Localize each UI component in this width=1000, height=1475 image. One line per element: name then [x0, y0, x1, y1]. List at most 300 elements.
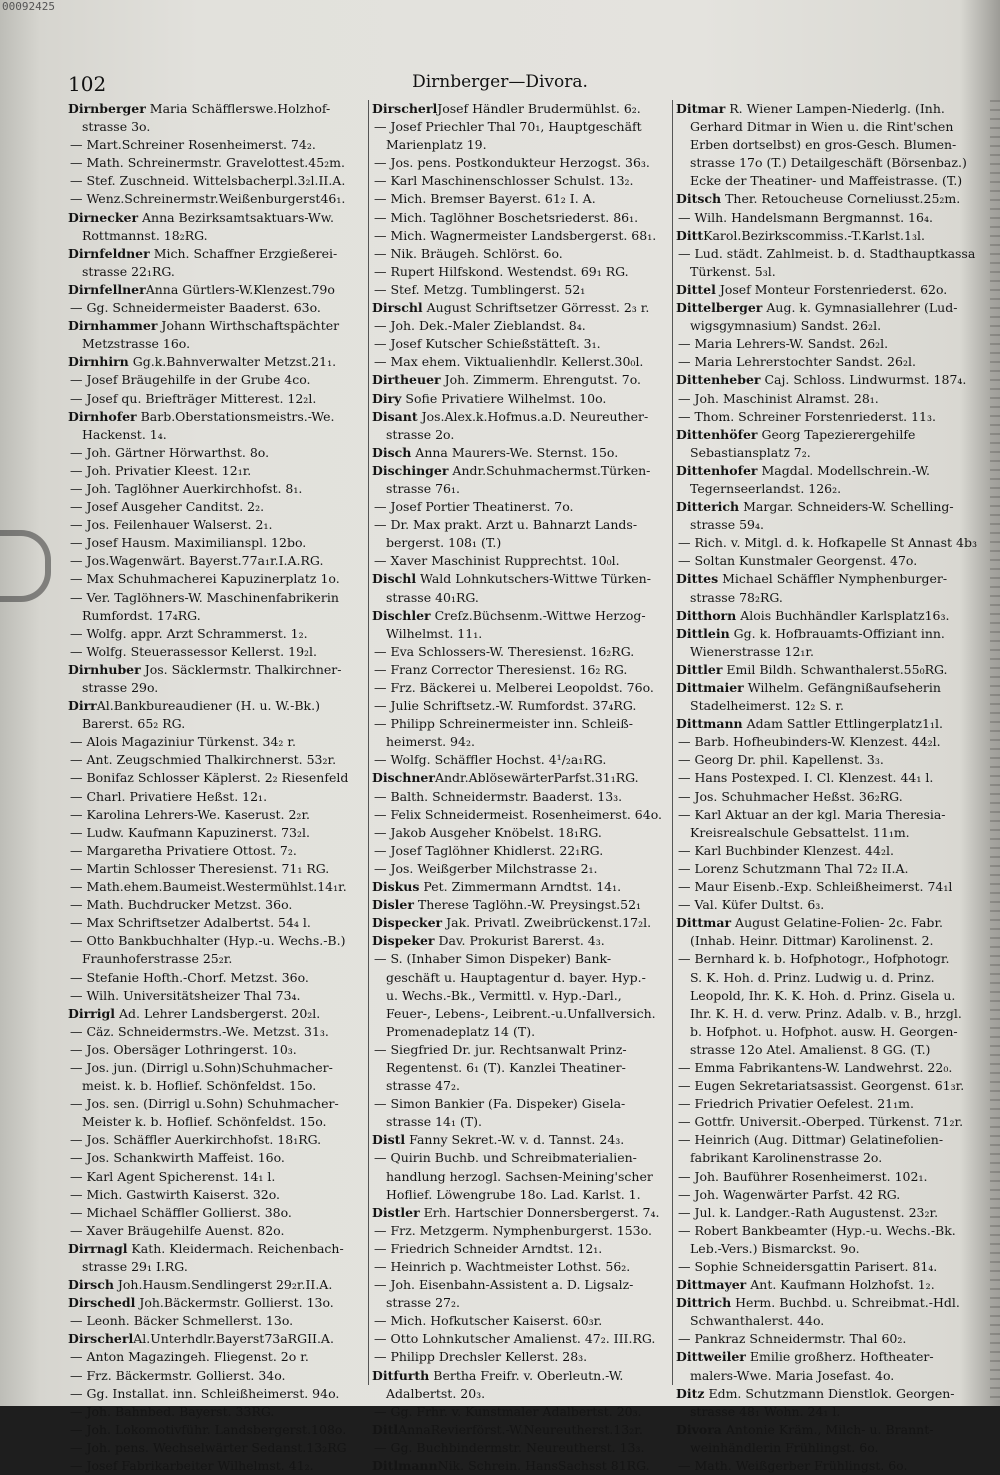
directory-entry-line: — Val. Küfer Dultst. 6₃. [678, 897, 825, 913]
entry-details: Wilhelm. Gefängnißaufseherin [743, 680, 941, 695]
directory-entry-line: Hoflief. Löwengrube 18o. Lad. Karlst. 1. [386, 1186, 641, 1202]
column-rule [368, 100, 369, 1385]
directory-entry-line: — Josef qu. Briefträger Mitterest. 12₂l. [70, 390, 317, 406]
directory-entry-head [68, 1276, 368, 1294]
directory-entry-head [68, 661, 368, 679]
directory-entry-line: — Friedrich Privatier Oefelest. 21₁m. [678, 1096, 914, 1112]
directory-entry-line: (Inhab. Heinr. Dittmar) Karolinenst. 2. [690, 933, 934, 949]
directory-entry-line: Kreisrealschule Gebsattelst. 11₁m. [690, 824, 910, 840]
entry-surname: Ditfurth [372, 1367, 430, 1383]
directory-entry-line: — Felix Schneidermeist. Rosenheimerst. 64o. [374, 806, 662, 822]
directory-entry-line: — Stef. Metzg. Tumblingerst. 52₁ [374, 281, 586, 297]
directory-entry-line: Leopold, Ihr. K. K. Hoh. d. Prinz. Gisela u. [690, 987, 956, 1003]
directory-entry-line: — Thom. Schreiner Forstenriederst. 11₃. [678, 408, 936, 424]
directory-entry-line: — Josef Taglöhner Khidlerst. 22₁RG. [374, 842, 604, 858]
directory-entry-line: — Jos. Schuhmacher Heßst. 36₂RG. [678, 788, 903, 804]
directory-entry-line: Adalbertst. 20₃. [386, 1385, 486, 1401]
directory-entry-head [68, 1005, 368, 1023]
directory-entry-line: Erben dortselbst) en gros-Gesch. Blumen- [690, 137, 957, 153]
entry-surname: Dirnecker [68, 209, 139, 225]
directory-entry-line: — Wilh. Handelsmann Bergmannst. 16₄. [678, 209, 933, 225]
directory-entry-head [676, 1276, 972, 1294]
directory-entry-head [68, 245, 368, 263]
directory-entry-line: — Leonh. Bäcker Schmellerst. 13o. [70, 1313, 294, 1329]
directory-entry-line: — Xaver Maschinist Rupprechtst. 10₀l. [374, 553, 620, 569]
entry-surname: Dirschedl [68, 1295, 136, 1311]
directory-entry-head [68, 209, 368, 227]
entry-details: Maria Schäfflerswe.Holzhof- [145, 101, 331, 116]
page-number: 102 [68, 72, 107, 96]
directory-entry-line: Rumfordst. 17₄RG. [82, 607, 201, 623]
entry-details: Anna Gürtlers-W.Klenzest.79o [145, 281, 335, 297]
entry-details: Joh.Hausm.Sendlingerst 29₂r.II.A. [113, 1277, 333, 1293]
directory-entry-head [676, 679, 972, 697]
directory-entry-line: — Rich. v. Mitgl. d. k. Hofkapelle St Annast 4b₃ [678, 535, 978, 551]
entry-details: Andr.AblösewärterParfst.31₁RG. [434, 770, 639, 786]
directory-entry-line: — Gg. Frhr. v. Kunstmaler Adalbertst. 20₃. [374, 1403, 642, 1419]
directory-entry-line: — S. (Inhaber Simon Dispeker) Bank- [374, 951, 612, 967]
entry-surname: Dischner [372, 770, 435, 786]
entry-surname: Dittelberger [676, 300, 763, 316]
entry-details: Anna Bezirksamtsaktuars-Ww. [138, 209, 334, 225]
directory-entry-head [676, 281, 972, 299]
entry-details: Magdal. Modellschrein.-W. [757, 462, 930, 478]
directory-entry-line: strasse 48₁ Wohn. 24₁ l. [690, 1403, 841, 1419]
directory-entry-line: — Ant. Zeugschmied Thalkirchnerst. 53₂r. [70, 752, 337, 768]
directory-entry-head [68, 1240, 368, 1258]
directory-entry-head [676, 1294, 972, 1312]
entry-surname: Distler [372, 1204, 420, 1220]
directory-entry-line: Gerhard Ditmar in Wien u. die Rint'schen [690, 119, 954, 135]
entry-surname: Dirscherl [372, 101, 438, 116]
directory-entry-line: Leb.-Vers.) Bismarckst. 9o. [690, 1240, 860, 1256]
directory-entry-line: — Maur Eisenb.-Exp. Schleißheimerst. 74₁l [678, 879, 953, 895]
entry-surname: Dirscherl [68, 1331, 134, 1347]
directory-entry-line: — Josef Fabrikarbeiter Wilhelmst. 41₂. [70, 1458, 314, 1474]
directory-entry-head [372, 1367, 672, 1385]
entry-details: Johann Wirthschaftspächter [157, 318, 340, 334]
directory-entry-line: — Josef Portier Theatinerst. 7o. [374, 499, 574, 515]
entry-details: Alois Buchhändler Karlsplatz16₃. [736, 607, 950, 623]
entry-details: Georg Tapezierergehilfe [757, 426, 916, 442]
directory-entry-head [68, 697, 368, 715]
directory-entry-line: — Maria Lehrers-W. Sandst. 26₂l. [678, 336, 889, 352]
entry-surname: Divora [676, 1421, 722, 1437]
directory-entry-head [676, 625, 972, 643]
directory-entry-head [676, 190, 972, 208]
directory-entry-line: — Ludw. Kaufmann Kapuzinerst. 73₂l. [70, 824, 310, 840]
directory-entry-line: — Lud. städt. Zahlmeist. b. d. Stadthauptkassa [678, 245, 976, 261]
directory-entry-line: — Gg. Installat. inn. Schleißheimerst. 94o. [70, 1385, 340, 1401]
directory-entry-line: — Mich. Taglöhner Boschetsriederst. 86₁. [374, 209, 639, 225]
entry-surname: Dirnberger [68, 101, 146, 116]
directory-entry-line: — Simon Bankier (Fa. Dispeker) Gisela- [374, 1096, 626, 1112]
directory-entry-line: — Wolfg. appr. Arzt Schrammerst. 1₂. [70, 625, 308, 641]
directory-entry-line: Feuer-, Lebens-, Leibrent.-u.Unfallversich. [386, 1005, 656, 1021]
entry-details: Kath. Kleidermach. Reichenbach- [127, 1240, 344, 1256]
entry-details: R. Wiener Lampen-Niederlg. (Inh. [725, 101, 945, 116]
entry-details: Al.Bankbureaudiener (H. u. W.-Bk.) [96, 698, 320, 714]
directory-entry-line: — Max Schriftsetzer Adalbertst. 54₄ l. [70, 915, 311, 931]
directory-entry-line: — Gg. Schneidermeister Baaderst. 63o. [70, 300, 321, 316]
entry-details: Adam Sattler Ettlingerplatz1₁l. [742, 716, 943, 732]
directory-entry-line: — Michael Schäffler Gollierst. 38o. [70, 1204, 292, 1220]
directory-entry-line: — Josef Ausgeher Canditst. 2₂. [70, 499, 265, 515]
directory-entry-line: — Jos. Weißgerber Milchstrasse 2₁. [374, 860, 598, 876]
entry-surname: Dittweiler [676, 1349, 746, 1365]
directory-entry-line: Barerst. 65₂ RG. [82, 716, 186, 732]
directory-entry-line: — Hans Postexped. I. Cl. Klenzest. 44₁ l. [678, 770, 934, 786]
entry-surname: Dirr [68, 698, 97, 714]
directory-entry-head [372, 444, 672, 462]
directory-entry-line: — Jos. Obersäger Lothringerst. 10₃. [70, 1041, 297, 1057]
entry-details: Andr.Schuhmachermst.Türken- [448, 462, 651, 478]
directory-entry-line: Schwanthalerst. 44o. [690, 1313, 825, 1329]
directory-entry-head [372, 1457, 672, 1475]
directory-entry-line: — Frz. Bäckerei u. Melberei Leopoldst. 76o. [374, 680, 654, 695]
directory-entry-head [372, 1421, 672, 1439]
entry-details: Margar. Schneiders-W. Schelling- [739, 499, 954, 515]
directory-entry-line: strasse 29₁ I.RG. [82, 1259, 188, 1274]
directory-entry-line: — Quirin Buchb. und Schreibmaterialien- [374, 1150, 637, 1166]
directory-entry-line: — Jos. jun. (Dirrigl u.Sohn)Schuhmacher- [70, 1059, 333, 1075]
directory-entry-line: — Joh. Taglöhner Auerkirchhofst. 8₁. [70, 480, 303, 496]
entry-details: Gg. k. Hofbrauamts-Offiziant inn. [729, 625, 945, 641]
directory-entry-line: — Joh. Dek.-Maler Zieblandst. 8₄. [374, 318, 586, 334]
directory-entry-line: — Wolfg. Schäffler Hochst. 4¹/₂a₁RG. [374, 752, 607, 768]
directory-entry-line: bergerst. 108₁ (T.) [386, 535, 502, 551]
entry-surname: Dispecker [372, 915, 443, 931]
directory-entry-line: — Max ehem. Viktualienhdlr. Kellerst.30₀l. [374, 354, 644, 370]
directory-column-2 [372, 100, 672, 1474]
directory-entry-head [372, 100, 672, 118]
directory-entry-line: strasse 59₄. [690, 517, 764, 533]
directory-entry-line: wigsgymnasium) Sandst. 26₂l. [690, 318, 882, 334]
directory-entry-line: — Jul. k. Landger.-Rath Augustenst. 23₂r. [678, 1204, 939, 1220]
directory-entry-line: — Philipp Schreinermeister inn. Schleiß- [374, 716, 633, 732]
directory-entry-head [676, 914, 972, 932]
entry-surname: Dittenheber [676, 372, 761, 388]
entry-details: Jos. Säcklermstr. Thalkirchner- [140, 661, 342, 677]
entry-details: Jos.Alex.k.Hofmus.a.D. Neureuther- [417, 408, 649, 424]
directory-entry-head [68, 100, 368, 118]
entry-surname: Dispeker [372, 933, 435, 949]
directory-entry-line: — Maria Lehrerstochter Sandst. 26₂l. [678, 354, 916, 370]
directory-entry-line: — Soltan Kunstmaler Georgenst. 47o. [678, 553, 918, 569]
entry-details: Edm. Schutzmann Dienstlok. Georgen- [704, 1385, 955, 1401]
directory-entry-head [676, 371, 972, 389]
directory-entry-line: — Wenz.Schreinermstr.Weißenburgerst46₁. [70, 191, 346, 207]
directory-entry-head [372, 462, 672, 480]
directory-entry-head [676, 100, 972, 118]
entry-surname: Diskus [372, 879, 420, 895]
directory-entry-line: — Karl Buchbinder Klenzest. 44₂l. [678, 842, 894, 858]
directory-entry-line: — Karolina Lehrers-We. Kaserust. 2₂r. [70, 806, 311, 822]
binder-clip [0, 530, 51, 602]
entry-surname: Dittmann [676, 716, 743, 732]
directory-entry-line: strasse 2o. [386, 426, 455, 442]
entry-details: Jak. Privatl. Zweibrückenst.17₂l. [442, 915, 652, 931]
directory-entry-line: — Karl Aktuar an der kgl. Maria Theresia- [678, 806, 946, 822]
directory-entry-line: weinhändlerin Frühlingst. 6o. [690, 1439, 879, 1455]
directory-entry-line: — Heinrich p. Wachtmeister Lothst. 56₂. [374, 1259, 631, 1274]
directory-entry-line: Sebastiansplatz 7₂. [690, 444, 811, 460]
entry-details: Nik. Schrein. HansSachsst 81RG. [437, 1458, 650, 1474]
entry-surname: Dirnfeldner [68, 245, 150, 261]
entry-details: Wald Lohnkutschers-Wittwe Türken- [416, 571, 651, 587]
directory-entry-line: heimerst. 94₂. [386, 734, 475, 750]
directory-entry-head [372, 769, 672, 787]
directory-entry-head [372, 914, 672, 932]
directory-entry-head [676, 299, 972, 317]
directory-entry-line: — Wilh. Universitätsheizer Thal 73₄. [70, 987, 301, 1003]
directory-entry-line: handlung herzogl. Sachsen-Meining'scher [386, 1168, 653, 1184]
directory-entry-line: strasse 14₁ (T). [386, 1114, 483, 1130]
directory-entry-line: — Jos. sen. (Dirrigl u.Sohn) Schuhmacher- [70, 1096, 339, 1112]
entry-surname: Dirrigl [68, 1005, 115, 1021]
directory-entry-head [676, 426, 972, 444]
directory-entry-line: — Mich. Hofkutscher Kaiserst. 60₃r. [374, 1313, 603, 1329]
directory-entry-line: Regentenst. 6₁ (T). Kanzlei Theatiner- [386, 1059, 626, 1075]
directory-entry-line: — Math. Weißgerber Frühlingst. 6o. [678, 1458, 908, 1474]
directory-entry-line: — Karl Maschinenschlosser Schulst. 13₂. [374, 173, 634, 189]
directory-entry-line: strasse 29o. [82, 680, 159, 695]
entry-surname: Dirnhuber [68, 661, 141, 677]
directory-entry-line: — Heinrich (Aug. Dittmar) Gelatinefolien- [678, 1132, 944, 1148]
directory-entry-line: strasse 12o Atel. Amalienst. 8 GG. (T.) [690, 1041, 931, 1057]
directory-entry-line: — Gg. Buchbindermstr. Neureutherst. 13₃. [374, 1439, 645, 1455]
directory-entry-line: — Lorenz Schutzmann Thal 72₂ II.A. [678, 860, 909, 876]
entry-surname: Ditsch [676, 191, 722, 207]
entry-surname: Disler [372, 897, 414, 913]
directory-entry-head [372, 299, 672, 317]
directory-entry-head [68, 317, 368, 335]
entry-surname: Dittlein [676, 625, 730, 641]
directory-entry-line: strasse 40₁RG. [386, 589, 479, 605]
entry-surname: Ditz [676, 1385, 705, 1401]
directory-entry-line: — Mich. Bremser Bayerst. 61₂ I. A. [374, 191, 596, 207]
directory-entry-line: — Friedrich Schneider Arndtst. 12₁. [374, 1240, 603, 1256]
directory-entry-line: — Joh. Eisenbahn-Assistent a. D. Ligsalz- [374, 1277, 634, 1293]
directory-entry-line: — Josef Hausm. Maximilianspl. 12bo. [70, 535, 307, 551]
directory-entry-line: malers-Wwe. Maria Josefast. 4o. [690, 1367, 895, 1383]
entry-details: Emilie großherz. Hoftheater- [745, 1349, 934, 1365]
directory-entry-line: Metzstrasse 16o. [82, 336, 191, 352]
directory-entry-head [676, 462, 972, 480]
directory-entry-line: Wilhelmst. 11₁. [386, 625, 483, 641]
entry-details: Mich. Schaffner Erzgießerei- [149, 245, 338, 261]
directory-entry-head [372, 932, 672, 950]
entry-details: AnnaRevierförst.-W.Neureutherst.13₂r. [398, 1421, 643, 1437]
directory-entry-line: — Josef Priechler Thal 70₁, Hauptgeschäft [374, 119, 642, 135]
directory-entry-line: — Joh. Lokomotivführ. Landsbergerst.108o. [70, 1421, 347, 1437]
directory-entry-head [676, 1385, 972, 1403]
directory-entry-line: b. Hofphot. u. Hofphot. ausw. H. Georgen- [690, 1023, 958, 1039]
directory-entry-line: — Max Schuhmacherei Kapuzinerplatz 1o. [70, 571, 340, 587]
entry-details: Gg.k.Bahnverwalter Metzst.21₁. [128, 354, 337, 370]
directory-entry-line: — Frz. Bäckermstr. Gollierst. 34o. [70, 1367, 286, 1383]
directory-entry-line: u. Wechs.-Bk., Vermittl. v. Hyp.-Darl., [386, 987, 622, 1003]
entry-surname: Ditt [676, 227, 704, 243]
directory-entry-line: — Math. Schreinermstr. Gravelottest.45₂m. [70, 155, 345, 171]
entry-surname: Dittenhöfer [676, 426, 758, 442]
directory-entry-line: — Xaver Bräugehilfe Auenst. 82o. [70, 1222, 285, 1238]
entry-details: Erh. Hartschier Donnersbergerst. 7₄. [419, 1204, 660, 1220]
directory-entry-line: — Otto Bankbuchhalter (Hyp.-u. Wechs.-B.) [70, 933, 346, 949]
directory-entry-line: — Robert Bankbeamter (Hyp.-u. Wechs.-Bk. [678, 1222, 956, 1238]
entry-surname: Dirsch [68, 1277, 114, 1293]
entry-surname: Dischinger [372, 462, 449, 478]
directory-entry-line: Fraunhoferstrasse 25₂r. [82, 951, 233, 967]
directory-entry-line: — Eugen Sekretariatsassist. Georgenst. 61₃r. [678, 1078, 965, 1094]
entry-details: Caj. Schloss. Lindwurmst. 187₄. [760, 372, 967, 388]
directory-entry-line: — Dr. Max prakt. Arzt u. Bahnarzt Lands- [374, 517, 638, 533]
directory-entry-line: — Mich. Gastwirth Kaiserst. 32o. [70, 1186, 281, 1202]
entry-details: Emil Bildh. Schwanthalerst.55₀RG. [722, 661, 948, 677]
scan-corner-mark: 00092425 [2, 0, 55, 13]
directory-entry-head [372, 408, 672, 426]
directory-entry-head [68, 353, 368, 371]
directory-column-1 [68, 100, 368, 1474]
directory-entry-line: — Nik. Bräugeh. Schlörst. 6o. [374, 245, 563, 261]
directory-entry-line: — Joh. Bahnbed. Bayerst. 33RG. [70, 1403, 275, 1419]
directory-entry-line: Marienplatz 19. [386, 137, 487, 153]
entry-surname: Distl [372, 1132, 406, 1148]
directory-entry-line: — Gottfr. Universit.-Oberped. Türkenst. 71₂r. [678, 1114, 964, 1130]
directory-entry-head [372, 371, 672, 389]
entry-details: Dav. Prokurist Barerst. 4₃. [434, 933, 605, 949]
entry-surname: Dittes [676, 571, 719, 587]
entry-surname: Dirtheuer [372, 372, 441, 388]
directory-entry-line: — Otto Lohnkutscher Amalienst. 47₂. III.RG. [374, 1331, 656, 1347]
directory-entry-line: strasse 3o. [82, 119, 151, 135]
entry-surname: Ditmar [676, 101, 726, 116]
entry-details: Karol.Bezirkscommiss.-T.Karlst.1₃l. [703, 227, 925, 243]
entry-details: Creſz.Büchsenm.-Wittwe Herzog- [430, 607, 646, 623]
directory-entry-line: Hackenst. 1₄. [82, 426, 167, 442]
directory-entry-line: — Anton Magazingeh. Fliegenst. 2o r. [70, 1349, 309, 1365]
directory-entry-head [676, 570, 972, 588]
directory-entry-line: strasse 27₂. [386, 1295, 460, 1311]
directory-entry-line: Tegernseerlandst. 126₂. [690, 480, 842, 496]
entry-surname: Dittler [676, 661, 723, 677]
entry-surname: Ditterich [676, 499, 740, 515]
entry-details: Anna Maurers-We. Sternst. 15o. [411, 444, 619, 460]
directory-entry-line: fabrikant Karolinenstrasse 2o. [690, 1150, 883, 1166]
directory-entry-line: strasse 76₁. [386, 480, 460, 496]
entry-surname: Dittrich [676, 1295, 732, 1311]
entry-details: Fanny Sekret.-W. v. d. Tannst. 24₃. [405, 1132, 625, 1148]
directory-entry-head [68, 281, 368, 299]
entry-surname: Ditl [372, 1421, 399, 1437]
entry-details: Therese Taglöhn.-W. Preysingst.52₁ [413, 897, 642, 913]
directory-entry-line: Promenadeplatz 14 (T). [386, 1023, 536, 1039]
directory-entry-line: — Barb. Hofheubinders-W. Klenzest. 44₂l. [678, 734, 941, 750]
directory-entry-line: — Jos. Feilenhauer Walserst. 2₁. [70, 517, 273, 533]
directory-entry-line: — Josef Kutscher Schießstätteſt. 3₁. [374, 336, 601, 352]
entry-surname: Dittel [676, 281, 716, 297]
entry-surname: Dirschl [372, 300, 423, 316]
directory-entry-line: — Karl Agent Spicherenst. 14₁ l. [70, 1168, 276, 1184]
column-rule [672, 100, 673, 1385]
entry-surname: Ditlmann [372, 1458, 438, 1474]
directory-entry-line: — Math.ehem.Baumeist.Westermühlst.14₁r. [70, 879, 347, 895]
directory-entry-line: S. K. Hoh. d. Prinz. Ludwig u. d. Prinz. [690, 969, 935, 985]
directory-entry-line: — Julie Schriftsetz.-W. Rumfordst. 37₄RG. [374, 698, 637, 714]
directory-entry-line: Wienerstrasse 12₁r. [690, 643, 815, 659]
directory-entry-line: — Martin Schlosser Theresienst. 71₁ RG. [70, 860, 330, 876]
directory-entry-line: Ecke der Theatiner- und Maffeistrasse. (T.) [690, 173, 963, 189]
entry-surname: Dittenhofer [676, 462, 758, 478]
entry-surname: Dischler [372, 607, 431, 623]
directory-entry-head [676, 1348, 972, 1366]
directory-entry-line: — Joh. Wagenwärter Parfst. 42 RG. [678, 1186, 901, 1202]
directory-entry-line: Türkenst. 5₃l. [690, 263, 776, 279]
directory-entry-line: Meister k. b. Hoflief. Schönfeldst. 15o. [82, 1114, 327, 1130]
entry-details: August Gelatine-Folien- 2c. Fabr. [731, 915, 944, 931]
directory-entry-line: — Siegfried Dr. jur. Rechtsanwalt Prinz- [374, 1041, 627, 1057]
directory-entry-line: Stadelheimerst. 12₂ S. r. [690, 698, 845, 714]
entry-surname: Dittmayer [676, 1277, 747, 1293]
entry-surname: Dirnhofer [68, 408, 137, 424]
directory-entry-line: — Mich. Wagnermeister Landsbergerst. 68₁. [374, 227, 657, 243]
directory-entry-head [676, 661, 972, 679]
entry-surname: Disch [372, 444, 412, 460]
directory-entry-line: — Philipp Drechsler Kellerst. 28₃. [374, 1349, 588, 1365]
directory-entry-head [68, 1330, 368, 1348]
directory-entry-line: — Emma Fabrikantens-W. Landwehrst. 22₀. [678, 1059, 953, 1075]
directory-entry-line: — Stef. Zuschneid. Wittelsbacherpl.3₂l.II.A. [70, 173, 346, 189]
entry-details: Bertha Freifr. v. Oberleutn.-W. [429, 1367, 624, 1383]
entry-surname: Dirnhirn [68, 354, 129, 370]
directory-entry-head [372, 1131, 672, 1149]
directory-entry-head [372, 878, 672, 896]
entry-details: Sofie Privatiere Wilhelmst. 10o. [401, 390, 607, 406]
directory-entry-head [372, 896, 672, 914]
entry-surname: Dittmaier [676, 680, 744, 695]
directory-entry-line: — Georg Dr. phil. Kapellenst. 3₃. [678, 752, 884, 768]
directory-entry-line: — Jos.Wagenwärt. Bayerst.77a₁r.I.A.RG. [70, 553, 324, 569]
directory-entry-line: — Bonifaz Schlosser Käplerst. 2₂ Riesenfeld [70, 770, 349, 786]
directory-entry-line: — Joh. pens. Wechselwärter Sedanst.13₂RG [70, 1439, 347, 1455]
directory-entry-line: — Ver. Taglöhners-W. Maschinenfabrikerin [70, 589, 339, 605]
directory-entry-line: — Alois Magaziniur Türkenst. 34₂ r. [70, 734, 296, 750]
entry-details: Antonie Kräm., Milch- u. Brannt- [721, 1421, 934, 1437]
entry-details: Pet. Zimmermann Arndtst. 14₁. [419, 879, 622, 895]
directory-entry-line: strasse 17o (T.) Detailgeschäft (Börsenbaz.) [690, 155, 967, 171]
directory-entry-line: — Cäz. Schneidermstrs.-We. Metzst. 31₃. [70, 1023, 329, 1039]
page-edge-shadow [990, 100, 1000, 1400]
entry-surname: Ditthorn [676, 607, 737, 623]
directory-entry-line: — Josef Bräugehilfe in der Grube 4co. [70, 372, 311, 388]
directory-entry-line: — Frz. Metzgerm. Nymphenburgerst. 153o. [374, 1222, 652, 1238]
entry-surname: Diry [372, 390, 402, 406]
directory-entry-line: geschäft u. Hauptagentur d. bayer. Hyp.- [386, 969, 646, 985]
entry-surname: Dischl [372, 571, 417, 587]
entry-surname: Dirnhammer [68, 318, 158, 334]
entry-details: August Schriftsetzer Görresst. 2₃ r. [422, 300, 650, 316]
directory-entry-line: — Jos. pens. Postkondukteur Herzogst. 36₃. [374, 155, 650, 171]
directory-entry-line: — Charl. Privatiere Heßst. 12₁. [70, 788, 268, 804]
directory-entry-line: — Pankraz Schneidermstr. Thal 60₂. [678, 1331, 907, 1347]
entry-details: Josef Monteur Forstenriederst. 62o. [715, 281, 948, 297]
directory-entry-head [372, 570, 672, 588]
directory-entry-line: — Joh. Gärtner Hörwarthst. 8o. [70, 444, 270, 460]
directory-entry-head [68, 1294, 368, 1312]
directory-entry-line: meist. k. b. Hoflief. Schönfeldst. 15o. [82, 1078, 317, 1094]
entry-surname: Dirrnagl [68, 1240, 128, 1256]
directory-entry-head [676, 1421, 972, 1439]
